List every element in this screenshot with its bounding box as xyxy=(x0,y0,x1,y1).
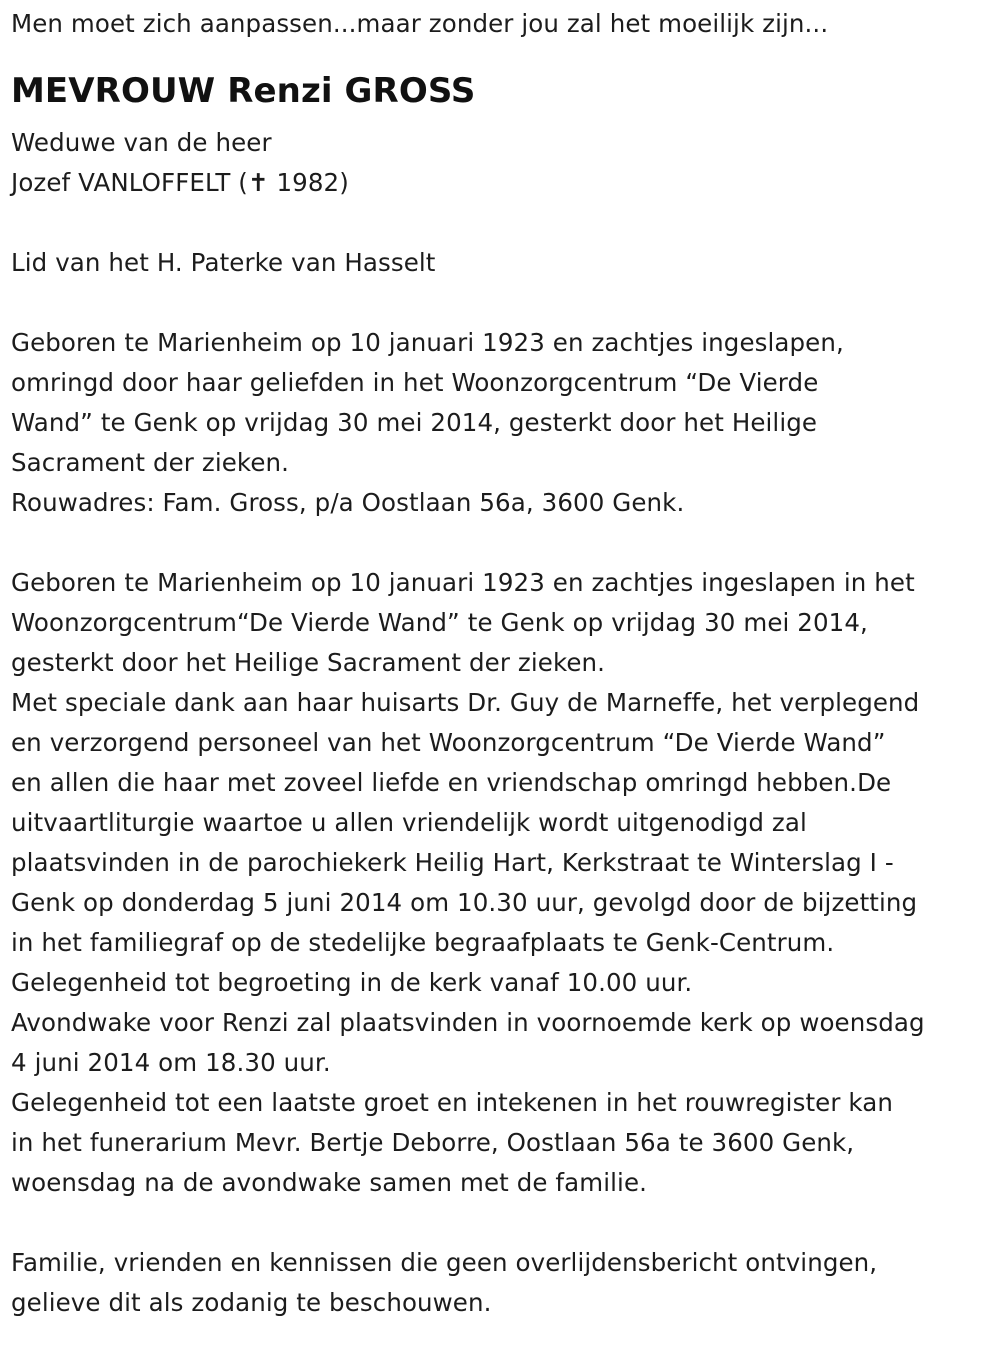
paragraph-line: woensdag na de avondwake samen met de familie. xyxy=(11,1168,648,1197)
spacer xyxy=(11,1203,993,1243)
paragraph-line: Met speciale dank aan haar huisarts Dr. Guy de Marneffe, het verplegend xyxy=(11,688,920,717)
paragraph-line: gelieve dit als zodanig te beschouwen. xyxy=(11,1288,492,1317)
closing-paragraph xyxy=(11,1243,993,1323)
mourning-address: Rouwadres: Fam. Gross, p/a Oostlaan 56a, 3600 Genk. xyxy=(11,488,685,517)
paragraph-line: Gelegenheid tot een laatste groet en intekenen in het rouwregister kan xyxy=(11,1088,893,1117)
membership-line: Lid van het H. Paterke van Hasselt xyxy=(11,248,436,277)
obituary-notice xyxy=(11,4,993,1323)
paragraph-line: Woonzorgcentrum“De Vierde Wand” te Genk op vrijdag 30 mei 2014, xyxy=(11,608,868,637)
paragraph-line: en verzorgend personeel van het Woonzorgcentrum “De Vierde Wand” xyxy=(11,728,886,757)
paragraph-line: in het funerarium Mevr. Bertje Deborre, Oostlaan 56a te 3600 Genk, xyxy=(11,1128,855,1157)
paragraph-line: Geboren te Marienheim op 10 januari 1923 en zachtjes ingeslapen, xyxy=(11,328,844,357)
paragraph-line: Familie, vrienden en kennissen die geen overlijdensbericht ontvingen, xyxy=(11,1248,878,1277)
paragraph-line: Avondwake voor Renzi zal plaatsvinden in voornoemde kerk op woensdag xyxy=(11,1008,925,1037)
intro-quote: Men moet zich aanpassen...maar zonder jou zal het moeilijk zijn... xyxy=(11,9,829,38)
deceased-name: MEVROUW Renzi GROSS xyxy=(11,71,476,111)
paragraph-line: gesterkt door het Heilige Sacrament der zieken. xyxy=(11,648,606,677)
spouse-line: Jozef VANLOFFELT (✝ 1982) xyxy=(11,168,349,197)
paragraph-line: en allen die haar met zoveel liefde en vriendschap omringd hebben.De xyxy=(11,768,892,797)
paragraph-line: Geboren te Marienheim op 10 januari 1923 en zachtjes ingeslapen in het xyxy=(11,568,915,597)
paragraph-line: omringd door haar geliefden in het Woonzorgcentrum “De Vierde xyxy=(11,368,819,397)
widow-section xyxy=(11,123,993,203)
paragraph-line: plaatsvinden in de parochiekerk Heilig Hart, Kerkstraat te Winterslag I - xyxy=(11,848,894,877)
spacer xyxy=(11,283,993,323)
paragraph-line: in het familiegraf op de stedelijke begraafplaats te Genk-Centrum. xyxy=(11,928,835,957)
spacer xyxy=(11,523,993,563)
widow-line: Weduwe van de heer xyxy=(11,128,272,157)
paragraph-line: uitvaartliturgie waartoe u allen vriendelijk wordt uitgenodigd zal xyxy=(11,808,807,837)
spacer xyxy=(11,203,993,243)
paragraph-line: 4 juni 2014 om 18.30 uur. xyxy=(11,1048,331,1077)
paragraph-line: Genk op donderdag 5 juni 2014 om 10.30 uur, gevolgd door de bijzetting xyxy=(11,888,918,917)
paragraph-line: Wand” te Genk op vrijdag 30 mei 2014, gesterkt door het Heilige xyxy=(11,408,818,437)
birth-death-paragraph xyxy=(11,323,993,523)
paragraph-line: Sacrament der zieken. xyxy=(11,448,290,477)
paragraph-line: Gelegenheid tot begroeting in de kerk vanaf 10.00 uur. xyxy=(11,968,693,997)
funeral-details-paragraph xyxy=(11,563,993,1203)
